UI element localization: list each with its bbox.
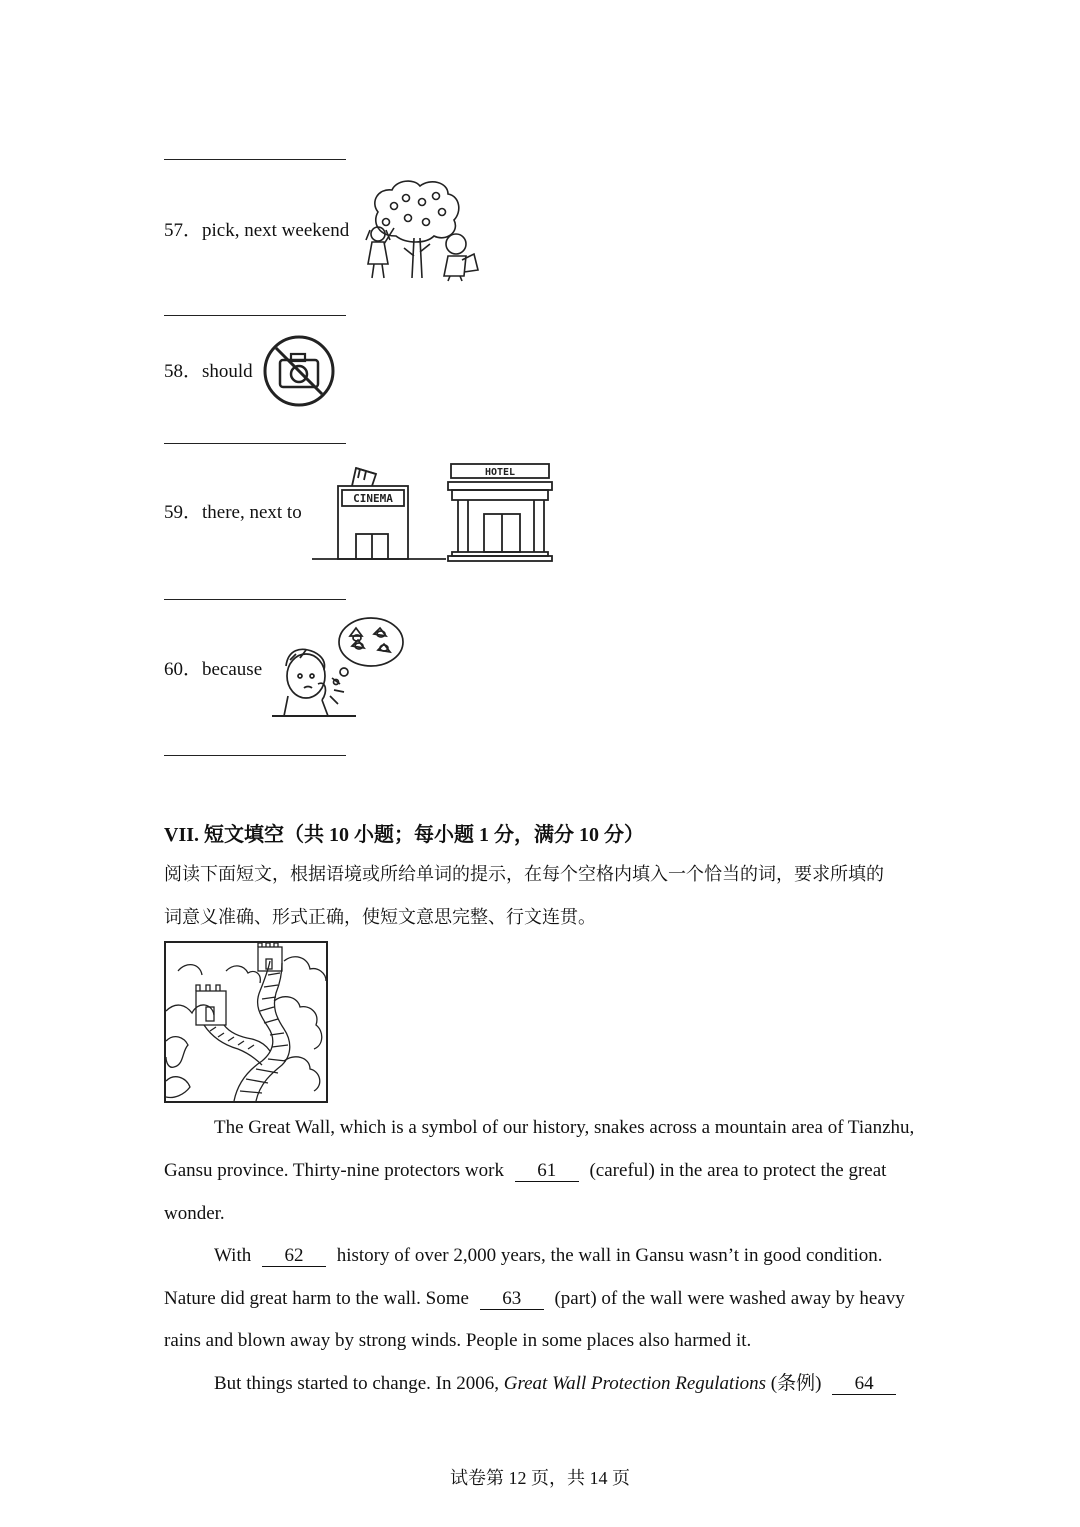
answer-line-57[interactable] [164,315,346,316]
cinema-next-to-hotel-icon [312,460,554,562]
passage-text: (part) of the wall were washed away by heavy [554,1288,905,1309]
passage-p3-line1 [214,1372,902,1396]
passage-text: (条例) [770,1373,822,1394]
passage-p1-line3: wonder. [164,1203,225,1224]
question-60-prompt: 60．because [164,659,263,680]
passage-p2-line1 [214,1244,883,1268]
answer-line-60[interactable] [164,755,346,756]
passage-text: With [214,1245,252,1266]
passage-text: But things started to change. In 2006, [214,1373,499,1394]
blank-63[interactable]: 63 [480,1289,544,1310]
answer-line-59[interactable] [164,599,346,600]
instructions-line-1: 阅读下面短文，根据语境或所给单词的提示，在每个空格内填入一个恰当的词，要求所填的 [164,864,884,884]
no-camera-icon [262,334,336,408]
page-footer: 试卷第 12 页，共 14 页 [450,1468,630,1488]
passage-text: (careful) in the area to protect the great [589,1160,887,1181]
section-heading: VII. 短文填空（共 10 小题；每小题 1 分，满分 10 分） [164,824,645,846]
blank-64[interactable]: 64 [832,1374,896,1395]
passage-p1-line2 [164,1159,886,1183]
passage-p2-line2 [164,1287,905,1311]
cinema-sign-text: CINEMA [353,492,393,505]
instructions-line-2: 词意义准确、形式正确，使短文意思完整、行文连贯。 [164,907,596,927]
great-wall-illustration [164,941,328,1103]
blank-62[interactable]: 62 [262,1246,326,1267]
question-58-prompt: 58．should [164,361,253,382]
passage-text: Gansu province. Thirty-nine protectors work [164,1160,504,1181]
passage-text: history of over 2,000 years, the wall in Gansu wasn’t in good condition. [336,1245,883,1266]
question-57-prompt: 57．pick, next weekend [164,220,350,241]
passage-p2-line3: rains and blown away by strong winds. People in some places also harmed it. [164,1330,752,1351]
passage-text: The Great Wall, which is a symbol of our history, snakes across a mountain area of Tianzhu, [214,1117,915,1138]
blank-61[interactable]: 61 [515,1161,579,1182]
passage-text: Nature did great harm to the wall. Some [164,1288,469,1309]
answer-line-56[interactable] [164,159,346,160]
regulations-title: Great Wall Protection Regulations [503,1373,766,1394]
hotel-sign-text: HOTEL [484,467,516,478]
answer-line-58[interactable] [164,443,346,444]
boy-toothache-candy-icon [270,614,410,720]
question-59-prompt: 59．there, next to [164,502,302,523]
passage-p1-line1 [214,1116,914,1140]
children-picking-apples-icon [356,178,481,282]
